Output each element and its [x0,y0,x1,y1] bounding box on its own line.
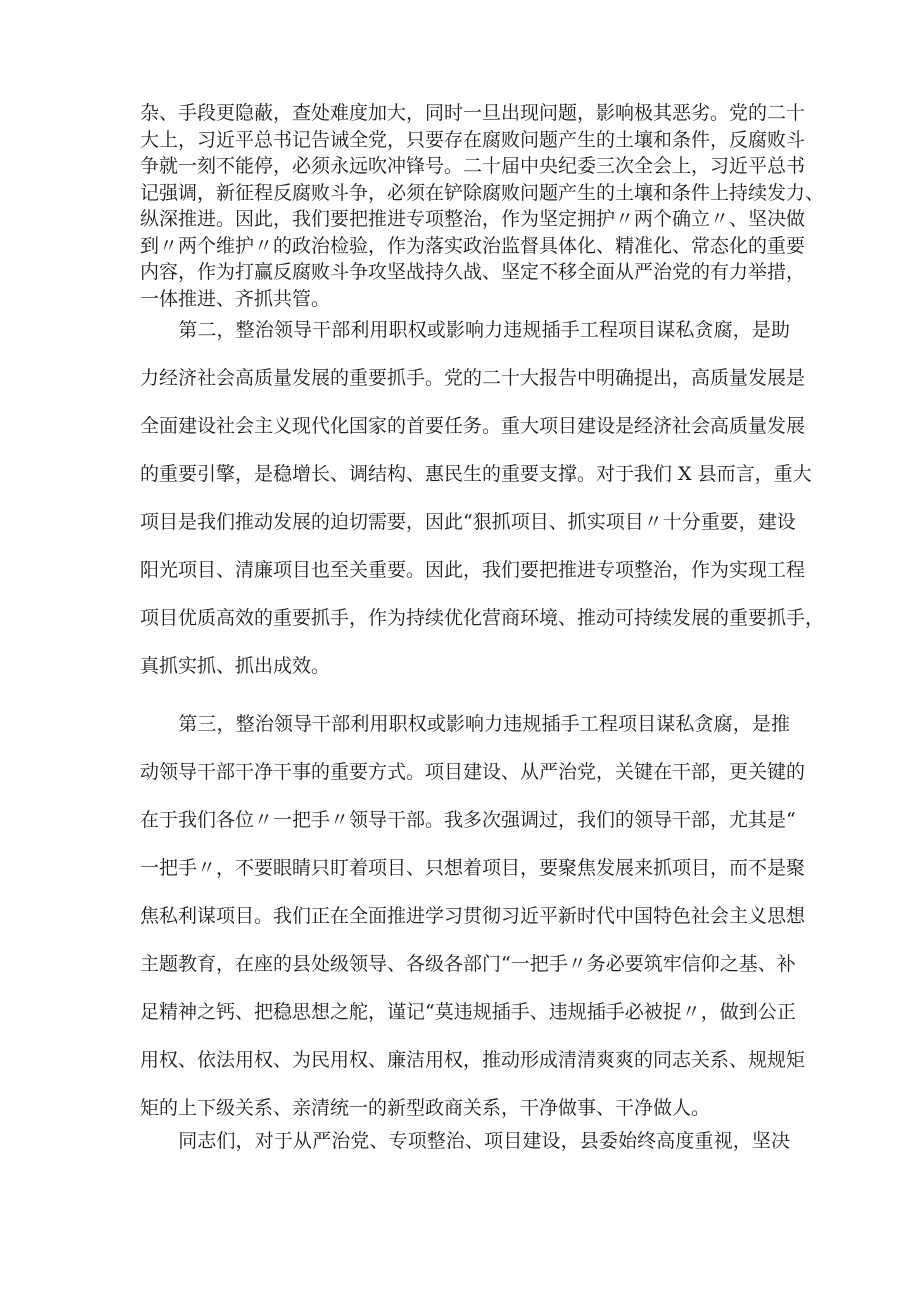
text-line: 到〃两个维护〃的政治检验，作为落实政治监督具体化、精准化、常态化的重要 [140,234,806,257]
text-line: 一体推进、齐抓共管。 [140,287,331,310]
text-line: 同志们，对于从严治党、专项整治、项目建设，县委始终高度重视，坚决 [140,1130,790,1152]
text-line: 力经济社会高质量发展的重要抓手。党的二十大报告中明确提出，高质量发展是 [140,367,806,389]
text-line: 纵深推进。因此，我们要把推进专项整治，作为坚定拥护〃两个确立〃、坚决做 [140,208,806,230]
text-line: 主题教育，在座的县处级领导、各级各部门“一把手〃务必要筑牢信仰之基、补 [140,953,796,975]
text-line: 真抓实抓、抓出成效。 [140,655,331,677]
paragraph-4 [140,1117,790,1165]
text-line: 内容，作为打赢反腐败斗争攻坚战持久战、坚定不移全面从严治党的有力举措， [140,261,806,283]
text-line: 足精神之钙、把稳思想之舵，谨记“莫违规插手、违规插手必被捉〃，做到公正 [140,1001,796,1023]
text-line: 项目优质高效的重要抓手，作为持续优化营商环境、推动可持续发展的重要抓手， [140,607,825,629]
text-line: 用权、依法用权、为民用权、廉洁用权，推动形成清清爽爽的同志关系、规规矩 [140,1049,806,1071]
paragraph-1 [140,100,825,312]
paragraph-2 [140,306,825,690]
paragraph-3 [140,700,806,1132]
text-line: 第二，整治领导干部利用职权或影响力违规插手工程项目谋私贪腐，是助 [140,319,790,341]
text-line: 争就一刻不能停，必须永远吹冲锋号。二十届中央纪委三次全会上，习近平总书 [140,155,806,177]
text-line: 全面建设社会主义现代化国家的首要任务。重大项目建设是经济社会高质量发展 [140,415,806,437]
text-line: 在于我们各位〃一把手〃领导干部。我多次强调过，我们的领导干部，尤其是“ [140,809,796,831]
text-line: 的重要引擎，是稳增长、调结构、惠民生的重要支撑。对于我们 X 县而言，重大 [140,463,812,485]
text-line: 阳光项目、清廉项目也至关重要。因此，我们要把推进专项整治，作为实现工程 [140,559,806,581]
text-line: 第三，整治领导干部利用职权或影响力违规插手工程项目谋私贪腐，是推 [140,713,790,735]
text-line: 杂、手段更隐蔽，查处难度加大，同时一旦出现问题，影响极其恶劣。党的二十 [140,102,806,124]
text-line: 动领导干部干净干事的重要方式。项目建设、从严治党，关键在干部，更关键的 [140,761,806,783]
text-line: 记强调，新征程反腐败斗争，必须在铲除腐败问题产生的土壤和条件上持续发力、 [140,181,825,204]
text-line: 焦私利谋项目。我们正在全面推进学习贯彻习近平新时代中国特色社会主义思想 [140,905,806,927]
text-line: 项目是我们推动发展的迫切需要，因此“狠抓项目、抓实项目〃十分重要，建设 [140,511,796,533]
text-line: 一把手〃，不要眼睛只盯着项目、只想着项目，要聚焦发展来抓项目，而不是聚 [140,857,806,879]
text-line: 矩的上下级关系、亲清统一的新型政商关系，干净做事、干净做人。 [140,1097,711,1119]
text-line: 大上，习近平总书记告诫全党，只要存在腐败问题产生的土壤和条件，反腐败斗 [140,128,806,151]
